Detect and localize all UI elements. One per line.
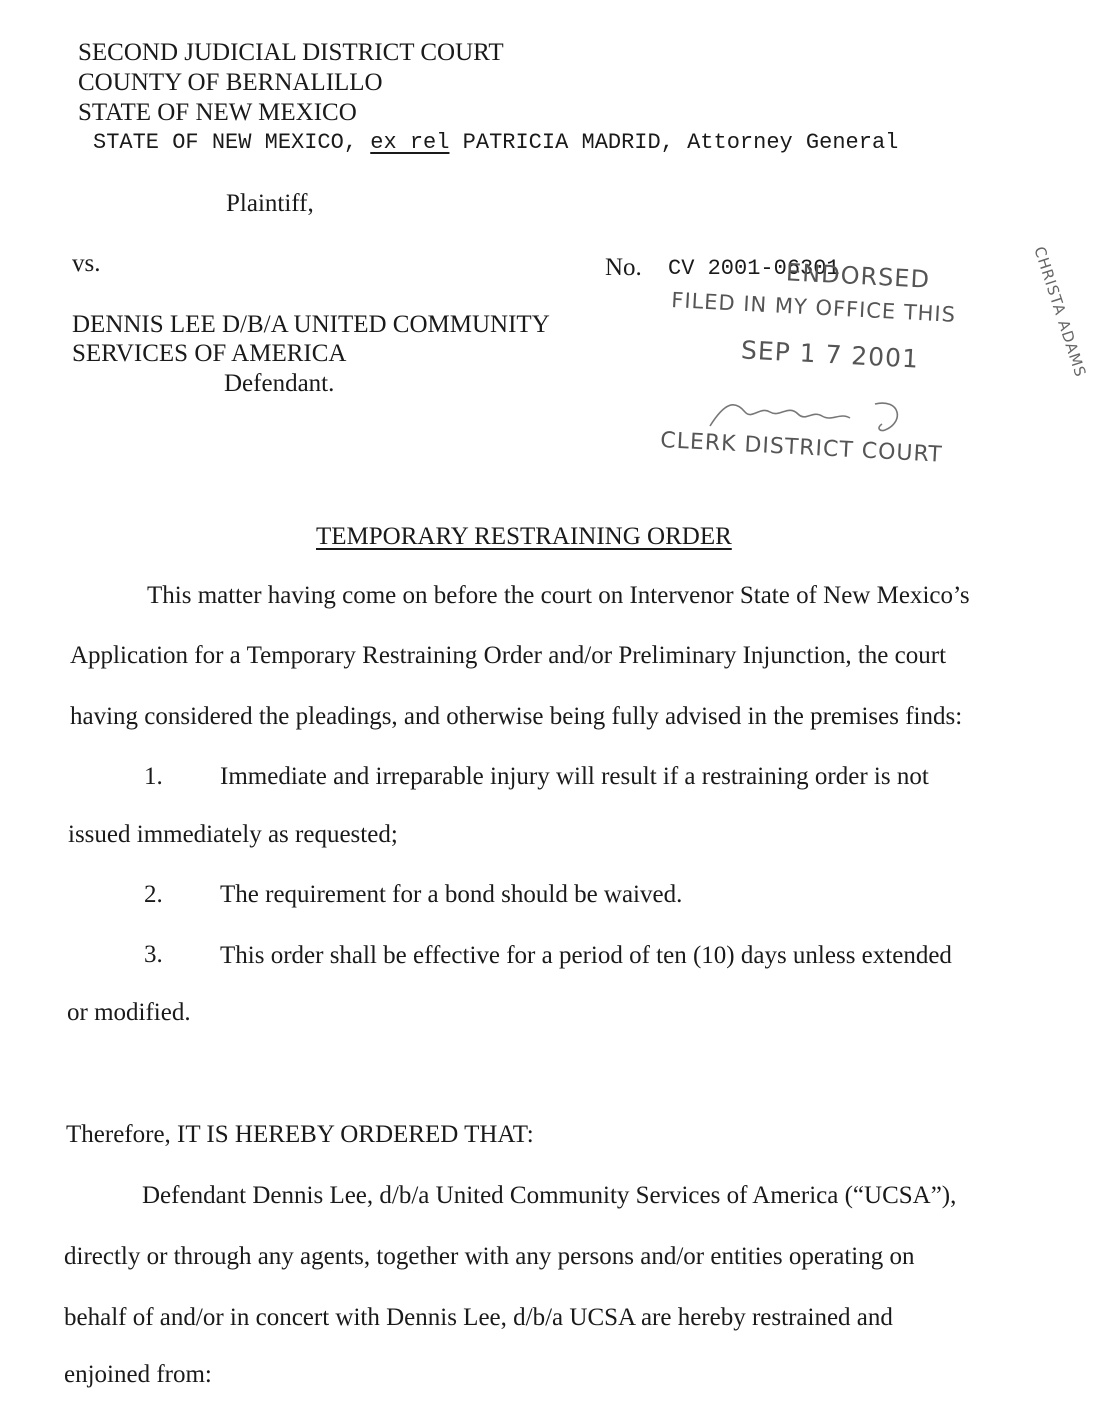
order-line4: enjoined from: — [64, 1361, 212, 1388]
defendant-name-line1: DENNIS LEE D/B/A UNITED COMMUNITY — [72, 311, 550, 338]
order-line1: Defendant Dennis Lee, d/b/a United Community Services of America (“UCSA”), — [142, 1182, 957, 1209]
recital-line3: having considered the pleadings, and otherwise being fully advised in the premises finds: — [70, 703, 963, 730]
finding-2-line1: The requirement for a bond should be waived. — [220, 881, 683, 908]
finding-1-line2: issued immediately as requested; — [68, 821, 398, 848]
court-name: SECOND JUDICIAL DISTRICT COURT — [78, 39, 504, 66]
plaintiff-label: Plaintiff, — [226, 190, 314, 217]
clerk-stamp: CLERK DISTRICT COURT — [659, 428, 944, 468]
finding-3-line1: This order shall be effective for a period of ten (10) days unless extended — [220, 942, 952, 969]
recital-line1: This matter having come on before the court on Intervenor State of New Mexico’s — [147, 582, 970, 609]
filed-date: SEP 1 7 2001 — [740, 335, 920, 374]
plaintiff-prefix: STATE OF NEW MEXICO, — [93, 130, 371, 155]
finding-3-line2: or modified. — [67, 999, 191, 1026]
order-line3: behalf of and/or in concert with Dennis Lee, d/b/a UCSA are hereby restrained and — [64, 1304, 893, 1331]
finding-1-number: 1. — [144, 763, 163, 790]
defendant-name-line2: SERVICES OF AMERICA — [72, 340, 347, 367]
clerk-name-stamp: CHRISTA ADAMS — [1030, 244, 1090, 380]
state-name: STATE OF NEW MEXICO — [78, 99, 357, 126]
recital-line2: Application for a Temporary Restraining Order and/or Preliminary Injunction, the court — [70, 642, 947, 669]
finding-3-number: 3. — [144, 941, 163, 968]
document-title: TEMPORARY RESTRAINING ORDER — [316, 523, 732, 550]
filed-stamp: FILED IN MY OFFICE THIS — [670, 288, 957, 327]
order-heading: Therefore, IT IS HEREBY ORDERED THAT: — [66, 1121, 534, 1148]
order-line2: directly or through any agents, together with any persons and/or entities operating on — [64, 1243, 915, 1270]
ex-rel: ex rel — [370, 130, 450, 155]
county-name: COUNTY OF BERNALILLO — [78, 69, 383, 96]
defendant-label: Defendant. — [224, 370, 335, 397]
endorsed-stamp: ENDORSED — [785, 258, 931, 294]
case-number: CV 2001-06301 — [668, 256, 840, 281]
plaintiff-name — [93, 128, 898, 158]
plaintiff-suffix: PATRICIA MADRID, Attorney General — [449, 130, 899, 155]
case-number-label: No. — [605, 254, 642, 281]
finding-2-number: 2. — [144, 881, 163, 908]
finding-1-line1: Immediate and irreparable injury will result if a restraining order is not — [220, 763, 929, 790]
versus: vs. — [72, 250, 101, 277]
